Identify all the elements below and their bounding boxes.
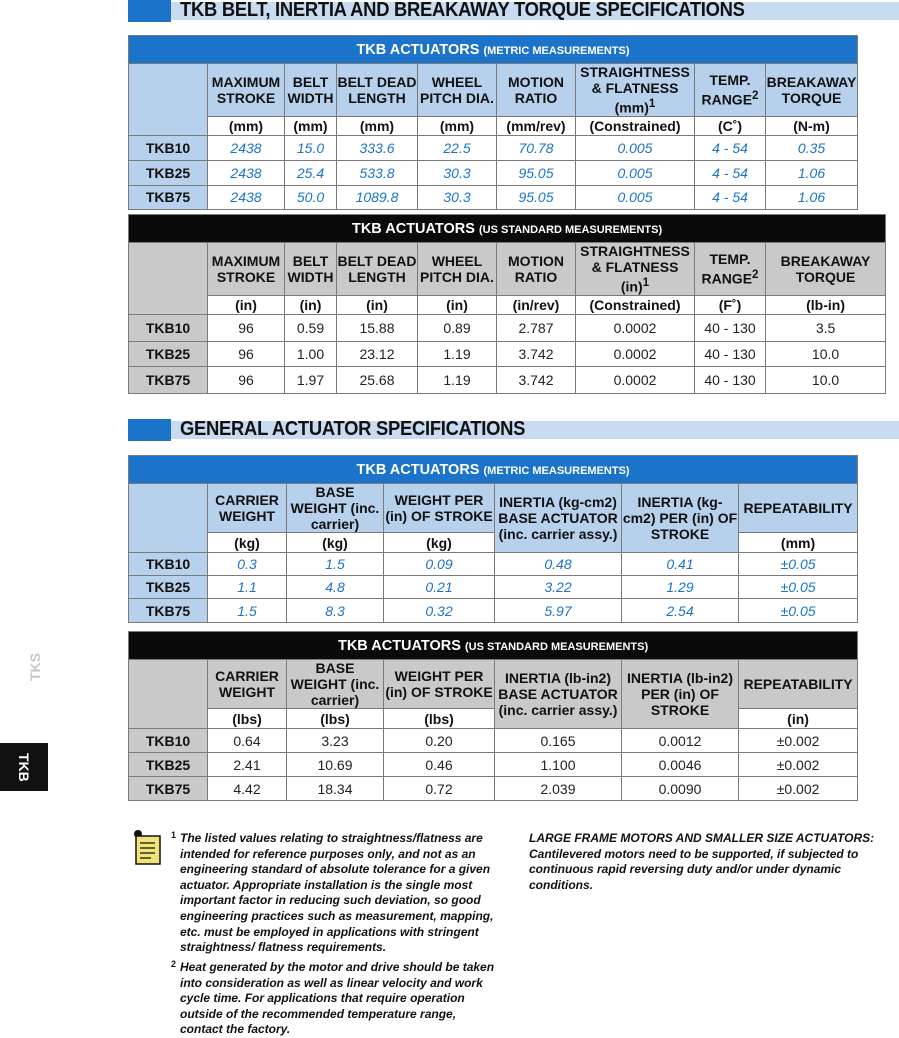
table-row <box>129 777 858 801</box>
table-row <box>129 366 886 393</box>
row-label: TKB10 <box>129 729 208 753</box>
data-cell: 30.3 <box>418 160 497 185</box>
data-cell: 10.0 <box>766 366 886 393</box>
col-header: MOTION RATIO <box>497 243 576 296</box>
col-header-temp: TEMP. RANGE$^2$ <box>695 64 766 117</box>
data-cell: 0.35 <box>766 135 858 160</box>
unit-cell: (kg) <box>287 533 384 553</box>
data-cell: 0.0012 <box>622 729 739 753</box>
col-header-straightness: STRAIGHTNESS & FLATNESS (in)$^1$ <box>576 243 695 296</box>
data-cell: 4 - 54 <box>695 160 766 185</box>
col-header: BELT WIDTH <box>285 64 337 117</box>
data-cell: 2.039 <box>495 777 622 801</box>
row-label: TKB25 <box>129 576 208 599</box>
unit-cell: (N-m) <box>766 116 858 135</box>
data-cell: 3.23 <box>287 729 384 753</box>
data-cell: 1.5 <box>208 599 287 623</box>
data-cell: 22.5 <box>418 135 497 160</box>
unit-cell: (kg) <box>384 533 495 553</box>
data-cell: 2438 <box>208 160 285 185</box>
col-header: WEIGHT PER (in) OF STROKE <box>384 484 495 533</box>
data-cell: 0.09 <box>384 553 495 576</box>
table-row <box>129 576 858 599</box>
col-header: CARRIER WEIGHT <box>208 484 287 533</box>
col-header: MOTION RATIO <box>497 64 576 117</box>
data-cell: 15.88 <box>337 314 418 341</box>
data-cell: 0.0002 <box>576 314 695 341</box>
data-cell: 0.165 <box>495 729 622 753</box>
data-cell: ±0.002 <box>739 729 858 753</box>
data-cell: ±0.05 <box>739 576 858 599</box>
col-header: BELT DEAD LENGTH <box>337 64 418 117</box>
data-cell: 0.46 <box>384 753 495 777</box>
data-cell: 15.0 <box>285 135 337 160</box>
corner-cell <box>129 484 208 553</box>
corner-cell <box>129 64 208 136</box>
section-heading-belt-inertia <box>128 0 899 22</box>
data-cell: 25.68 <box>337 366 418 393</box>
data-cell: 0.48 <box>495 553 622 576</box>
data-cell: ±0.002 <box>739 753 858 777</box>
data-cell: 0.0002 <box>576 366 695 393</box>
data-cell: 4 - 54 <box>695 185 766 209</box>
data-cell: 3.742 <box>497 341 576 366</box>
data-cell: 0.005 <box>576 135 695 160</box>
unit-cell: (lb-in) <box>766 295 886 314</box>
footnote-2: 2 Heat generated by the motor and drive should be taken into consideration as well as linear velocity and work cycle time. For applications that require operation outside of the recommended temperature range, contact the factory. <box>171 959 495 1037</box>
unit-cell: (mm) <box>337 116 418 135</box>
table-general-metric <box>128 455 858 623</box>
data-cell: 1.5 <box>287 553 384 576</box>
data-cell: 25.4 <box>285 160 337 185</box>
unit-cell: (mm) <box>418 116 497 135</box>
data-cell: 96 <box>208 366 285 393</box>
data-cell: 1.29 <box>622 576 739 599</box>
data-cell: 0.72 <box>384 777 495 801</box>
col-header: BASE WEIGHT (inc. carrier) <box>287 484 384 533</box>
unit-cell: (in) <box>418 295 497 314</box>
unit-cell: (in) <box>337 295 418 314</box>
table-row <box>129 160 858 185</box>
row-label: TKB10 <box>129 135 208 160</box>
data-cell: 3.742 <box>497 366 576 393</box>
col-header: REPEATABILITY <box>739 484 858 533</box>
col-header: WEIGHT PER (in) OF STROKE <box>384 660 495 709</box>
data-cell: 1.06 <box>766 185 858 209</box>
data-cell: 0.32 <box>384 599 495 623</box>
data-cell: 4 - 54 <box>695 135 766 160</box>
col-header: BREAKAWAY TORQUE <box>766 64 858 117</box>
data-cell: 0.41 <box>622 553 739 576</box>
table-row <box>129 135 858 160</box>
unit-cell: (Constrained) <box>576 295 695 314</box>
unit-cell: (in) <box>285 295 337 314</box>
col-header-straightness: STRAIGHTNESS & FLATNESS (mm)$^1$ <box>576 64 695 117</box>
col-header: INERTIA (kg-cm2) BASE ACTUATOR (inc. carrier assy.) <box>495 484 622 553</box>
data-cell: 3.22 <box>495 576 622 599</box>
table-row <box>129 553 858 576</box>
data-cell: 0.0090 <box>622 777 739 801</box>
row-label: TKB10 <box>129 553 208 576</box>
unit-cell: (in) <box>208 295 285 314</box>
data-cell: 23.12 <box>337 341 418 366</box>
table-belt-us <box>128 214 886 394</box>
data-cell: 50.0 <box>285 185 337 209</box>
table-general-us <box>128 631 858 801</box>
col-header-temp: TEMP. RANGE$^2$ <box>695 243 766 296</box>
data-cell: 8.3 <box>287 599 384 623</box>
data-cell: 1.06 <box>766 160 858 185</box>
col-header: BELT WIDTH <box>285 243 337 296</box>
heading-accent-block <box>128 0 171 22</box>
table-caption: TKB ACTUATORS (US STANDARD MEASUREMENTS) <box>129 215 886 243</box>
table-caption: TKB ACTUATORS (METRIC MEASUREMENTS) <box>129 456 858 484</box>
data-cell: 2438 <box>208 135 285 160</box>
col-header: INERTIA (lb-in2) BASE ACTUATOR (inc. carrier assy.) <box>495 660 622 729</box>
row-label: TKB10 <box>129 314 208 341</box>
row-label: TKB75 <box>129 777 208 801</box>
side-tab-tks[interactable]: TKS <box>27 653 43 681</box>
data-cell: 30.3 <box>418 185 497 209</box>
data-cell: 2.787 <box>497 314 576 341</box>
data-cell: 1089.8 <box>337 185 418 209</box>
data-cell: 0.0002 <box>576 341 695 366</box>
table-belt-metric <box>128 35 858 210</box>
data-cell: 1.00 <box>285 341 337 366</box>
data-cell: 95.05 <box>497 185 576 209</box>
col-header: REPEATABILITY <box>739 660 858 709</box>
col-header: BASE WEIGHT (inc. carrier) <box>287 660 384 709</box>
data-cell: 4.8 <box>287 576 384 599</box>
data-cell: 70.78 <box>497 135 576 160</box>
data-cell: 18.34 <box>287 777 384 801</box>
col-header: MAXIMUM STROKE <box>208 64 285 117</box>
data-cell: 0.0046 <box>622 753 739 777</box>
col-header: WHEEL PITCH DIA. <box>418 64 497 117</box>
unit-cell: (kg) <box>208 533 287 553</box>
data-cell: 5.97 <box>495 599 622 623</box>
data-cell: 0.005 <box>576 185 695 209</box>
table-row <box>129 314 886 341</box>
data-cell: 3.5 <box>766 314 886 341</box>
unit-cell: (mm) <box>285 116 337 135</box>
data-cell: 95.05 <box>497 160 576 185</box>
side-tab-tkb[interactable]: TKB <box>0 743 48 791</box>
data-cell: 0.59 <box>285 314 337 341</box>
unit-cell: (in) <box>739 709 858 729</box>
data-cell: 2.54 <box>622 599 739 623</box>
unit-cell: (in/rev) <box>497 295 576 314</box>
data-cell: 1.19 <box>418 366 497 393</box>
unit-cell: (C˚) <box>695 116 766 135</box>
row-label: TKB25 <box>129 160 208 185</box>
col-header: MAXIMUM STROKE <box>208 243 285 296</box>
data-cell: 96 <box>208 341 285 366</box>
data-cell: 0.89 <box>418 314 497 341</box>
footnote-1: 1 The listed values relating to straightness/flatness are intended for reference purposes only, and not as an engineering standard of absolute tolerance for a given actuator. Appropriate installation is the single most important factor in reducing such deviation, so good engineering practices such as measurement, mapping, etc. must be employed in applications with stringent straightness/ flatness requirements. <box>171 830 494 955</box>
corner-cell <box>129 243 208 315</box>
unit-cell: (Constrained) <box>576 116 695 135</box>
data-cell: 0.20 <box>384 729 495 753</box>
data-cell: ±0.05 <box>739 599 858 623</box>
row-label: TKB75 <box>129 185 208 209</box>
data-cell: 2438 <box>208 185 285 209</box>
col-header: CARRIER WEIGHT <box>208 660 287 709</box>
table-caption: TKB ACTUATORS (METRIC MEASUREMENTS) <box>129 36 858 64</box>
section-heading-general <box>128 419 899 441</box>
col-header: WHEEL PITCH DIA. <box>418 243 497 296</box>
unit-cell: (lbs) <box>208 709 287 729</box>
col-header: BREAKAWAY TORQUE <box>766 243 886 296</box>
data-cell: 0.21 <box>384 576 495 599</box>
data-cell: 0.005 <box>576 160 695 185</box>
note-icon <box>132 829 162 867</box>
data-cell: 1.97 <box>285 366 337 393</box>
data-cell: 0.3 <box>208 553 287 576</box>
heading-accent-block <box>128 419 171 441</box>
section-title: GENERAL ACTUATOR SPECIFICATIONS <box>180 418 526 440</box>
table-row <box>129 753 858 777</box>
unit-cell: (lbs) <box>384 709 495 729</box>
data-cell: 40 - 130 <box>695 366 766 393</box>
table-caption: TKB ACTUATORS (US STANDARD MEASUREMENTS) <box>129 632 858 660</box>
data-cell: 1.19 <box>418 341 497 366</box>
table-row <box>129 185 858 209</box>
table-row <box>129 599 858 623</box>
note-large-frame-motors: LARGE FRAME MOTORS AND SMALLER SIZE ACTUATORS: Cantilevered motors need to be supported, if subjected to continuous rapid reversing duty and/or under dynamic conditions. <box>529 831 875 892</box>
data-cell: 333.6 <box>337 135 418 160</box>
unit-cell: (mm/rev) <box>497 116 576 135</box>
unit-cell: (mm) <box>208 116 285 135</box>
data-cell: ±0.05 <box>739 553 858 576</box>
data-cell: 533.8 <box>337 160 418 185</box>
row-label: TKB25 <box>129 341 208 366</box>
data-cell: 40 - 130 <box>695 314 766 341</box>
data-cell: 1.100 <box>495 753 622 777</box>
table-row <box>129 729 858 753</box>
data-cell: 10.69 <box>287 753 384 777</box>
data-cell: 0.64 <box>208 729 287 753</box>
unit-cell: (F˚) <box>695 295 766 314</box>
row-label: TKB25 <box>129 753 208 777</box>
data-cell: ±0.002 <box>739 777 858 801</box>
row-label: TKB75 <box>129 599 208 623</box>
data-cell: 4.42 <box>208 777 287 801</box>
row-label: TKB75 <box>129 366 208 393</box>
table-row <box>129 341 886 366</box>
col-header: INERTIA (kg-cm2) PER (in) OF STROKE <box>622 484 739 553</box>
data-cell: 10.0 <box>766 341 886 366</box>
unit-cell: (mm) <box>739 533 858 553</box>
col-header: INERTIA (lb-in2) PER (in) OF STROKE <box>622 660 739 729</box>
unit-cell: (lbs) <box>287 709 384 729</box>
corner-cell <box>129 660 208 729</box>
section-title: TKB BELT, INERTIA AND BREAKAWAY TORQUE SPECIFICATIONS <box>180 0 745 21</box>
col-header: BELT DEAD LENGTH <box>337 243 418 296</box>
data-cell: 2.41 <box>208 753 287 777</box>
data-cell: 40 - 130 <box>695 341 766 366</box>
data-cell: 96 <box>208 314 285 341</box>
data-cell: 1.1 <box>208 576 287 599</box>
